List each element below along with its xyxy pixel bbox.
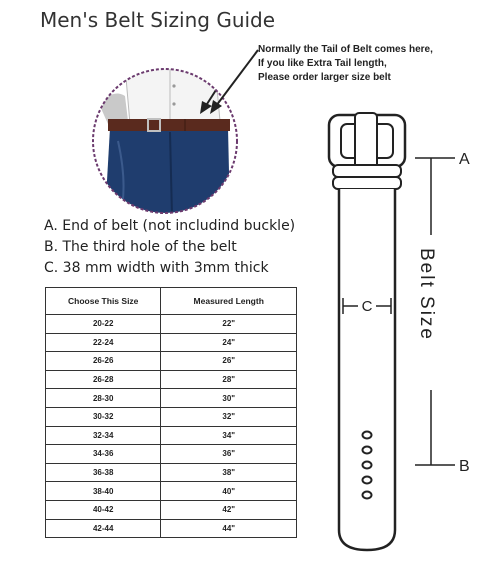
measurement-legend: [44, 216, 295, 279]
length-cell: 28": [161, 370, 297, 389]
legend-item-c: C. 38 mm width with 3mm thick: [44, 260, 269, 276]
size-cell: 26-26: [46, 352, 161, 371]
length-cell: 38": [161, 463, 297, 482]
column-header-size: Choose This Size: [46, 288, 161, 315]
table-row: [46, 519, 297, 538]
tail-note-line: If you like Extra Tail length,: [258, 58, 387, 69]
page-title: Men's Belt Sizing Guide: [40, 8, 276, 32]
table-row: [46, 407, 297, 426]
length-cell: 22": [161, 315, 297, 334]
table-row: [46, 333, 297, 352]
table-row: [46, 370, 297, 389]
note-pointer-line: [210, 48, 260, 118]
length-cell: 44": [161, 519, 297, 538]
size-table: [45, 287, 297, 538]
label-c: C: [361, 298, 373, 315]
legend-item-b: B. The third hole of the belt: [44, 239, 237, 255]
table-row: [46, 482, 297, 501]
size-cell: 42-44: [46, 519, 161, 538]
size-cell: 36-38: [46, 463, 161, 482]
table-row: [46, 315, 297, 334]
legend-item-a: A. End of belt (not includind buckle): [44, 218, 296, 234]
column-header-length: Measured Length: [161, 288, 297, 315]
table-row: [46, 500, 297, 519]
belt-size-label: Belt Size: [416, 248, 437, 341]
length-cell: 40": [161, 482, 297, 501]
table-row: [46, 426, 297, 445]
table-row: [46, 389, 297, 408]
length-cell: 42": [161, 500, 297, 519]
size-cell: 38-40: [46, 482, 161, 501]
belt-diagram: [315, 110, 495, 555]
table-row: [46, 463, 297, 482]
table-row: [46, 352, 297, 371]
size-cell: 30-32: [46, 407, 161, 426]
belt-strap: [339, 189, 395, 550]
table-header-row: [46, 288, 297, 315]
tail-note-line: Please order larger size belt: [258, 72, 391, 83]
label-b: B: [459, 458, 470, 475]
size-cell: 40-42: [46, 500, 161, 519]
size-cell: 20-22: [46, 315, 161, 334]
length-cell: 36": [161, 445, 297, 464]
size-cell: 22-24: [46, 333, 161, 352]
length-cell: 32": [161, 407, 297, 426]
label-a: A: [459, 151, 470, 168]
size-cell: 32-34: [46, 426, 161, 445]
size-cell: 34-36: [46, 445, 161, 464]
tail-note-line: Normally the Tail of Belt comes here,: [258, 44, 433, 55]
size-cell: 28-30: [46, 389, 161, 408]
table-row: [46, 445, 297, 464]
tail-note: [258, 43, 433, 85]
length-cell: 30": [161, 389, 297, 408]
size-cell: 26-28: [46, 370, 161, 389]
length-cell: 26": [161, 352, 297, 371]
length-cell: 24": [161, 333, 297, 352]
length-cell: 34": [161, 426, 297, 445]
